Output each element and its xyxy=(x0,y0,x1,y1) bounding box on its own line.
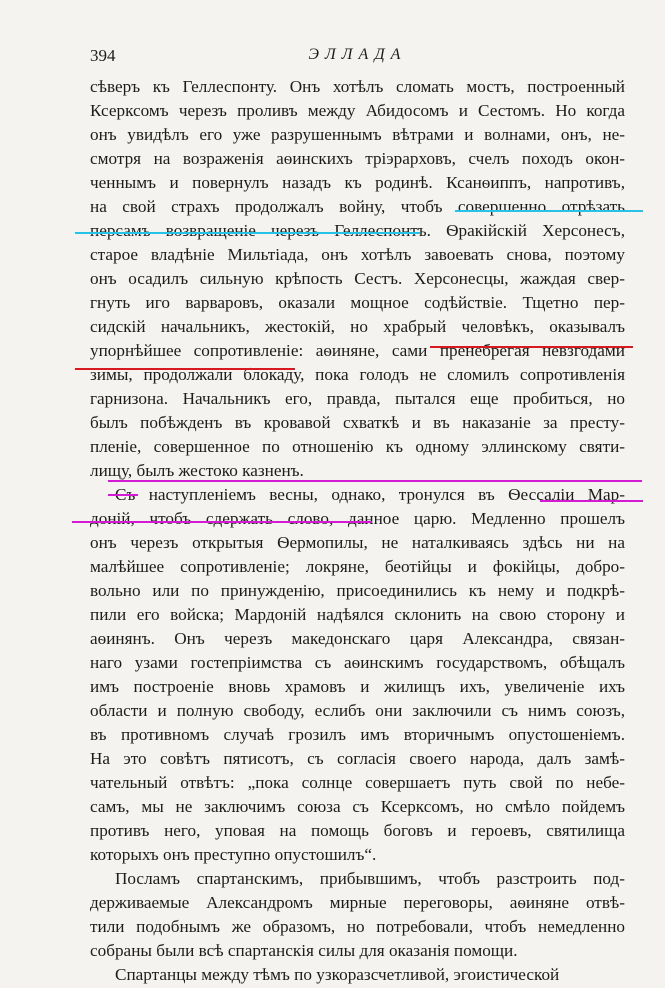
text-line: въ противномъ случаѣ грозилъ имъ вторичнымъ опустошеніемъ. xyxy=(90,725,625,744)
text-line: онъ черезъ открытыя Ѳермопилы, не наталкиваясь здѣсь ни на xyxy=(90,533,625,552)
text-line: персамъ возвращеніе черезъ Геллеспонтъ. Ѳракійскій Херсонесъ, xyxy=(90,221,625,240)
text-line: противъ него, уповая на помощь боговъ и героевъ, святилища xyxy=(90,821,625,840)
text-line: Съ наступленіемъ весны, однако, тронулся въ Ѳессаліи Мар- xyxy=(115,485,625,504)
text-line: смотря на возраженія аѳинскихъ тріэрарховъ, счелъ походъ окон- xyxy=(90,149,625,168)
text-line: лищу, былъ жестоко казненъ. xyxy=(90,461,304,480)
text-line: аѳинянъ. Онъ черезъ македонскаго царя Александра, связан- xyxy=(90,629,625,648)
page-number: 394 xyxy=(90,46,116,65)
text-line: которыхъ онъ преступно опустошилъ“. xyxy=(90,845,377,864)
text-line: на свой страхъ продолжалъ войну, чтобъ совершенно отрѣзать xyxy=(90,197,625,216)
text-line: вольно или по принужденію, присоединились къ нему и подкрѣ- xyxy=(90,581,625,600)
text-line: сидскій начальникъ, жестокій, но храбрый человѣкъ, оказывалъ xyxy=(90,317,625,336)
underline-mark xyxy=(108,494,138,496)
text-line: пленіе, совершенное по отношенію къ одному эллинскому святи- xyxy=(90,437,625,456)
text-line: Ксерксомъ черезъ проливъ между Абидосомъ и Сестомъ. Но когда xyxy=(90,101,625,120)
text-line: тили подобнымъ же образомъ, но потребовали, чтобъ немедленно xyxy=(90,917,625,936)
text-line: имъ построеніе вновь храмовъ и жилищъ ихъ, увеличеніе ихъ xyxy=(90,677,625,696)
text-line: гарнизона. Начальникъ его, правда, пытался еще пробиться, но xyxy=(90,389,625,408)
text-line: Спартанцы между тѣмъ по узкоразсчетливой, эгоистической xyxy=(115,965,560,984)
text-line: На это совѣтъ пятисотъ, съ согласія своего народа, далъ замѣ- xyxy=(90,749,625,768)
text-line: былъ побѣжденъ въ кровавой схваткѣ и въ наказаніе за престу- xyxy=(90,413,625,432)
text-line: ченнымъ и повернулъ назадъ къ родинѣ. Ксанѳиппъ, напротивъ, xyxy=(90,173,625,192)
text-line: онъ осадилъ сильную крѣпость Сестъ. Херсонесцы, жаждая свер- xyxy=(90,269,625,288)
text-line: самъ, мы не заключимъ союза съ Ксерксомъ, но смѣло пойдемъ xyxy=(90,797,625,816)
text-line: чательный отвѣтъ: „пока солнце совершаетъ путь свой по небе- xyxy=(90,773,625,792)
text-line: Посламъ спартанскимъ, прибывшимъ, чтобъ разстроить под- xyxy=(115,869,625,888)
page-header xyxy=(90,46,625,70)
text-line: онъ увидѣлъ его уже разрушеннымъ вѣтрами и волнами, онъ, не- xyxy=(90,125,625,144)
underline-mark xyxy=(75,368,295,370)
underline-mark xyxy=(430,346,633,348)
underline-mark xyxy=(72,521,372,523)
text-line: доній, чтобъ сдержать слово, данное царю. Медленно прошелъ xyxy=(90,509,625,528)
text-line: сѣверъ къ Геллеспонту. Онъ хотѣлъ сломать мостъ, построенный xyxy=(90,77,625,96)
text-line: держиваемые Александромъ мирные переговоры, аѳиняне отвѣ- xyxy=(90,893,625,912)
text-line: старое владѣніе Мильтіада, онъ хотѣлъ завоевать снова, поэтому xyxy=(90,245,625,264)
text-line: собраны были всѣ спартанскія силы для оказанія помощи. xyxy=(90,941,518,960)
text-line: упорнѣйшее сопротивленіе: аѳиняне, сами пренебрегая невзгодами xyxy=(90,341,625,360)
underline-mark xyxy=(540,500,643,502)
text-line: области и полную свободу, еслибъ они заключили съ нимъ союзъ, xyxy=(90,701,625,720)
running-title: ЭЛЛАДА xyxy=(308,46,407,63)
text-line: гнуть иго варваровъ, оказали мощное содѣйствіе. Тщетно пер- xyxy=(90,293,625,312)
text-line: малѣйшее сопротивленіе; локряне, беотійцы и фокійцы, добро- xyxy=(90,557,625,576)
underline-mark xyxy=(75,232,420,234)
text-line: зимы, продолжали блокаду, пока голодъ не сломилъ сопротивленія xyxy=(90,365,625,384)
underline-mark xyxy=(108,480,642,482)
underline-mark xyxy=(455,210,643,212)
text-line: пили его войска; Мардоній надѣялся склонить на свою сторону и xyxy=(90,605,625,624)
text-line: наго узами гостепріимства съ аѳинскимъ государствомъ, обѣщалъ xyxy=(90,653,625,672)
